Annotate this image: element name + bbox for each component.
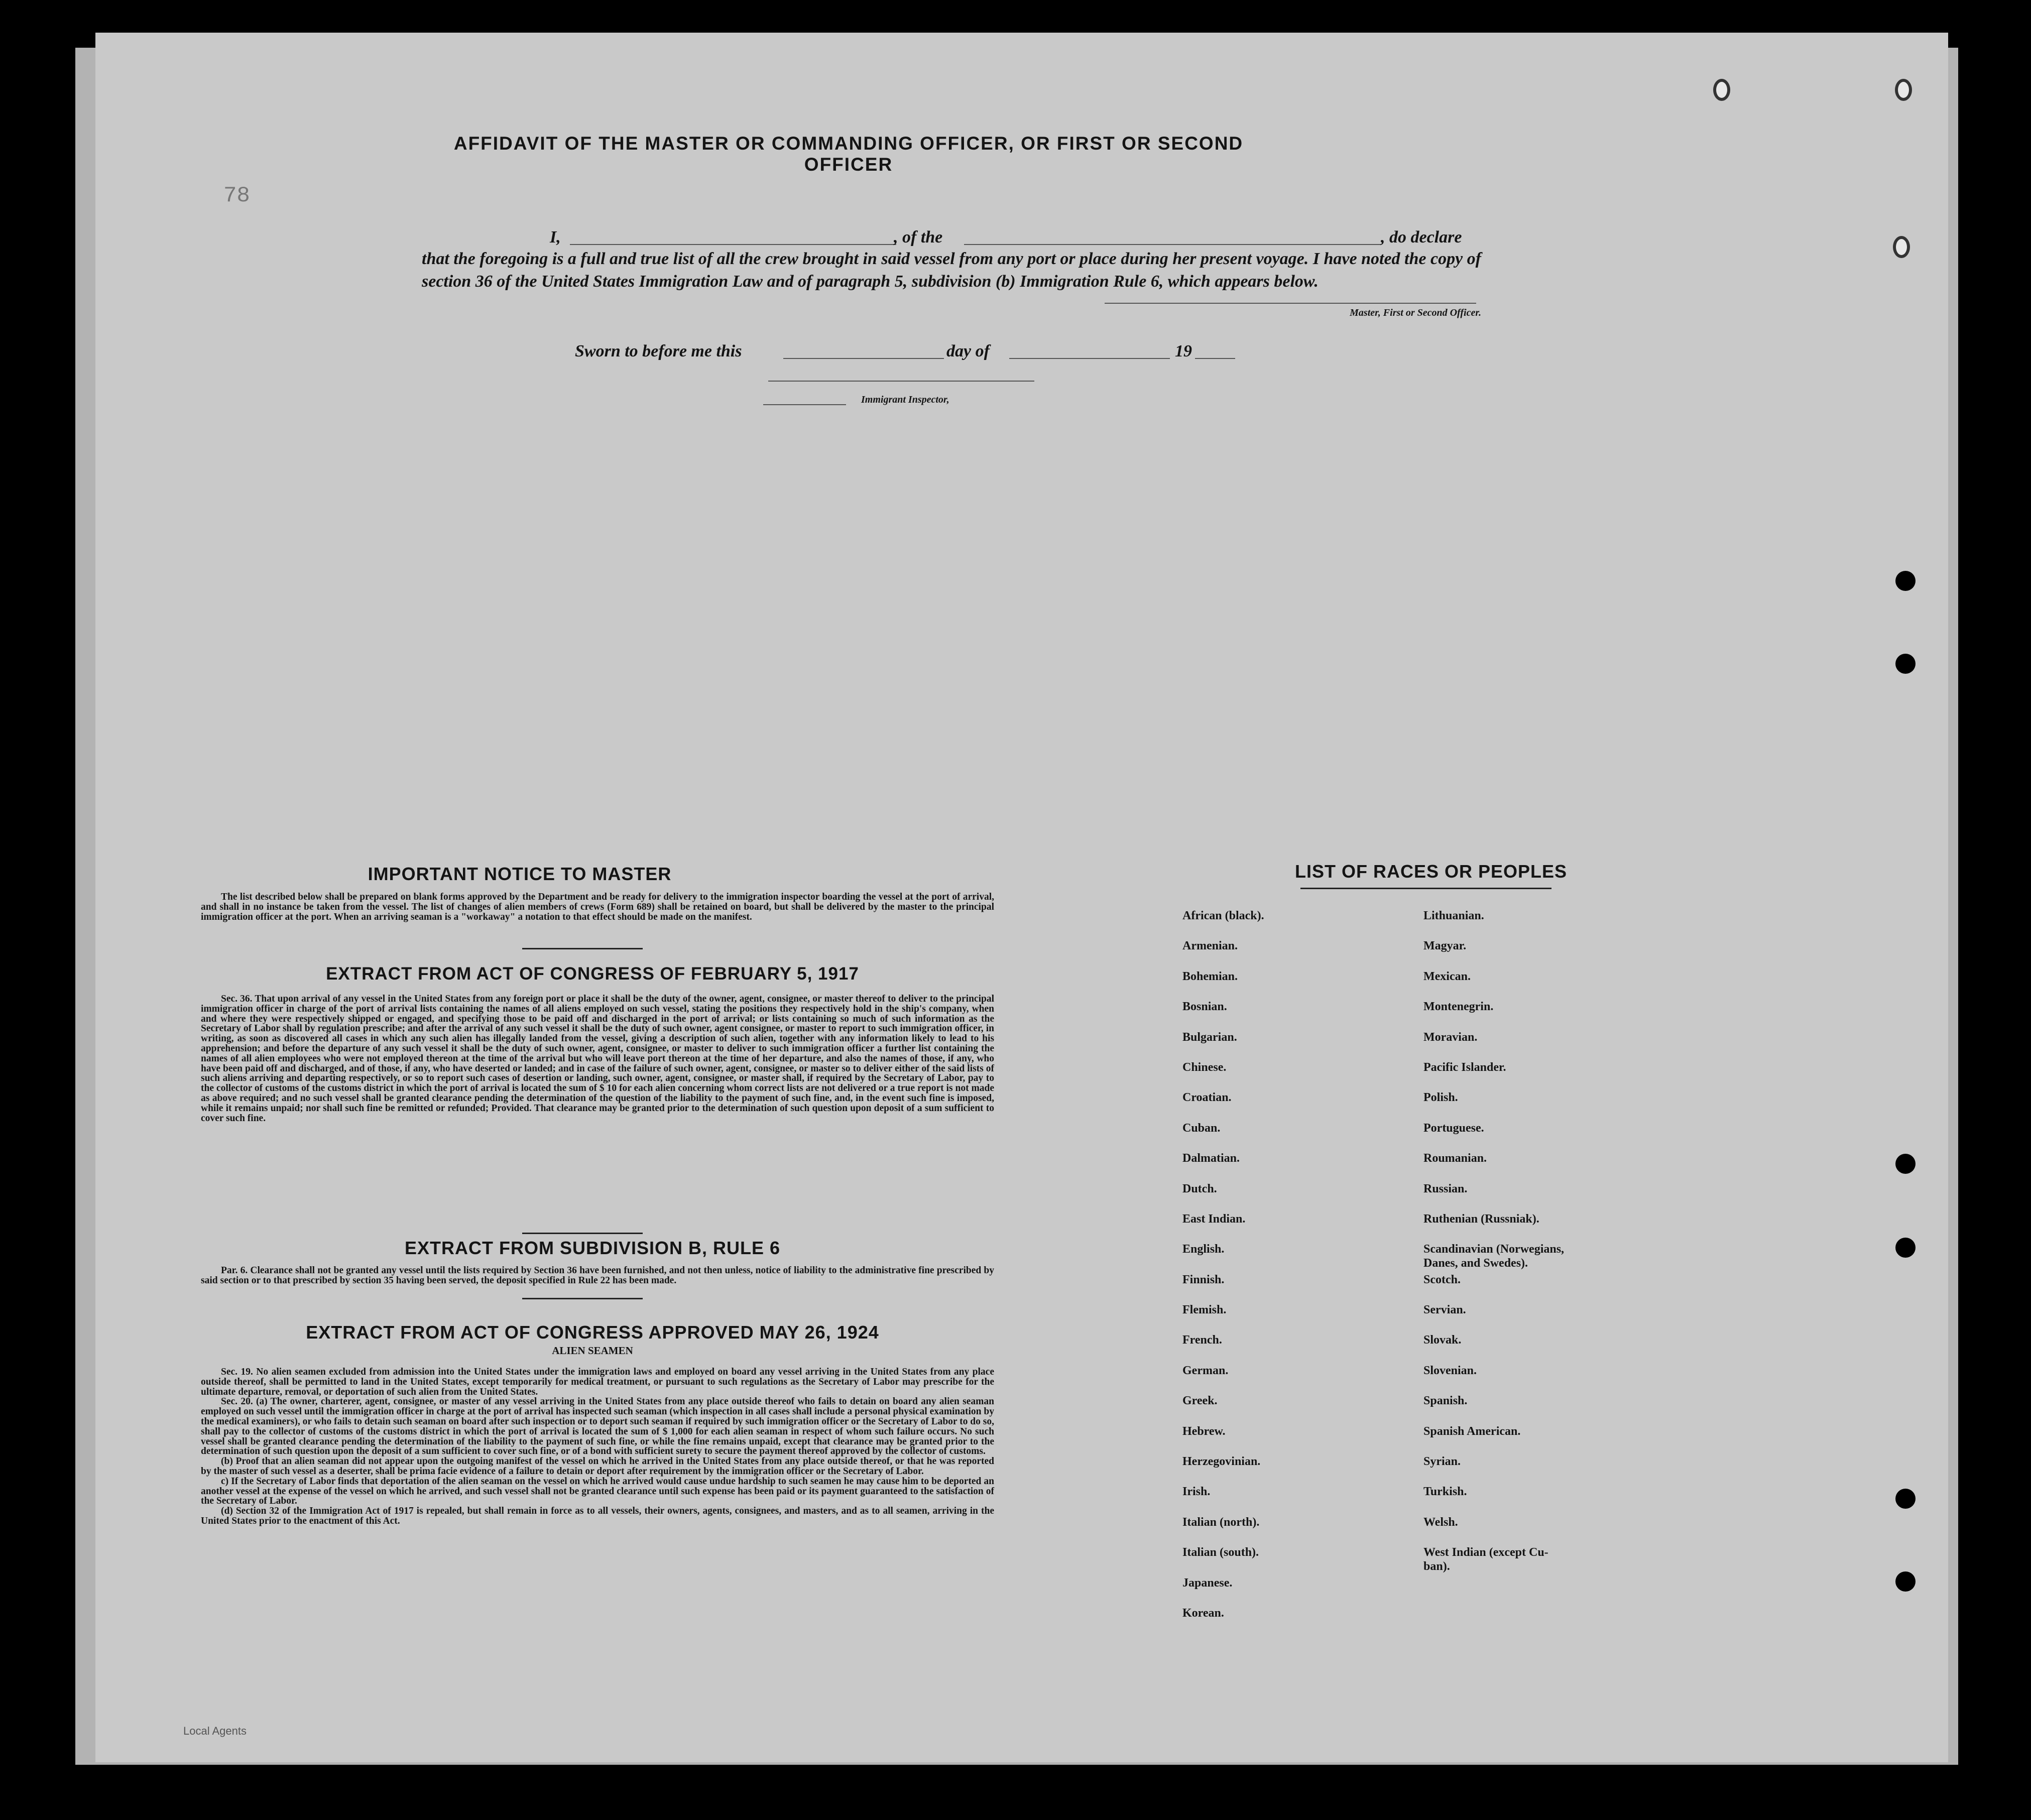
act-1917-text [201,994,994,1123]
sec-20b: (b) Proof that an alien seaman did not appear upon the outgoing manifest of the vessel on which he arrived in the United States from any place outside thereof, or that he was reported by the master of such vessel as a deserter, shall be prima facie evidence of a failure to detain or deport after requirement by the immigration officer or the Secretary of Labor. [201,1456,994,1477]
race-item: Hebrew. [1182,1424,1226,1438]
race-item: Bulgarian. [1182,1030,1237,1044]
race-item: Greek. [1182,1394,1218,1408]
race-item: African (black). [1182,909,1264,922]
race-item: Russian. [1423,1182,1468,1195]
race-item: Spanish. [1423,1394,1468,1408]
month-blank [1009,358,1170,359]
races-right-column [1423,909,1644,1576]
notice-heading: IMPORTANT NOTICE TO MASTER [368,864,672,884]
sec-20c: c) If the Secretary of Labor finds that deportation of the alien seaman on the vessel on which he arrived would cause undue hardship to such seamen he may cause him to be deported an another vessel at the expense of the vessel on which he arrived, and such vessel shall not be granted clearance until such expense has been paid or its payment guaranteed to the satisfaction of the Secretary of Labor. [201,1476,994,1507]
year-blank [1195,358,1235,359]
sec-19: Sec. 19. No alien seamen excluded from admission into the United States under the immigration laws and employed on board any vessel arriving in the United States from any place outside thereof, shall be permitted to land in the United States, except temporarily for medical treatment, or pursuant to such regulations as the Secretary of Labor may prescribe for the ultimate departure, removal, or deportation of such alien from the United States. [201,1367,994,1397]
affidavit-declare: , do declare [1381,228,1462,247]
punch-hole-icon [1895,1489,1916,1509]
race-item: Montenegrin. [1423,1000,1494,1014]
race-item: Irish. [1182,1485,1211,1499]
race-item: French. [1182,1333,1222,1347]
year-label: 19 [1175,342,1192,360]
race-item: Italian (north). [1182,1515,1260,1529]
divider-3 [522,1298,643,1299]
race-item: Pacific Islander. [1423,1060,1506,1074]
race-item: Magyar. [1423,939,1467,953]
inspector-line-top [768,381,1034,382]
sec-20d: (d) Section 32 of the Immigration Act of 1917 is repealed, but shall remain in force as to all vessels, their owners, agents, consignees, and masters, and as to all seamen, arriving in the United States prior to the enactment of this Act. [201,1506,994,1526]
footer-stamp: Local Agents [183,1725,247,1737]
vessel-blank [964,244,1381,245]
races-heading: LIST OF RACES OR PEOPLES [1294,861,1568,882]
race-item: Japanese. [1182,1576,1233,1590]
race-item: Servian. [1423,1303,1466,1317]
inspector-line [763,404,846,405]
race-item: Chinese. [1182,1060,1227,1074]
race-item: Roumanian. [1423,1152,1487,1165]
races-list [1182,909,1885,1692]
signature-line [1105,303,1476,304]
divider-1 [522,948,643,949]
race-item: Lithuanian. [1423,909,1484,922]
notice-paragraph: The list described below shall be prepared on blank forms approved by the Department and be ready for delivery to the immigration inspector boarding the vessel at the port of arrival, and shall in no instance be taken from the vessel. The list of changes of alien members of crews (Form 689) shall be retained on board, but shall be delivered by the master to the principal immigration officer at the port. When an arriving seaman is a "workaway" a notation to that effect should be made on the manifest. [201,892,994,922]
race-item: Herzegovinian. [1182,1455,1261,1469]
race-item: Moravian. [1423,1030,1478,1044]
race-item: Flemish. [1182,1303,1227,1317]
day-blank [783,358,944,359]
affidavit-i: I, [550,228,561,247]
manifest-page [95,33,1948,1762]
act-1924-text [201,1367,994,1526]
affidavit-heading: AFFIDAVIT OF THE MASTER OR COMMANDING OFFICER, OR FIRST OR SECOND OFFICER [453,133,1244,175]
act-1924-heading: EXTRACT FROM ACT OF CONGRESS APPROVED MAY 26, 1924 [306,1322,879,1343]
race-item: Cuban. [1182,1121,1221,1135]
race-item: Slovak. [1423,1333,1462,1347]
race-item: English. [1182,1243,1225,1256]
races-left-column [1182,909,1403,1636]
punch-hole-icon [1895,1154,1916,1174]
punch-hole-icon [1895,1238,1916,1258]
race-item: Spanish American. [1423,1424,1521,1438]
punch-hole-icon [1895,654,1916,674]
race-item: Dutch. [1182,1182,1217,1195]
act-1917-heading: EXTRACT FROM ACT OF CONGRESS OF FEBRUARY 5, 1917 [326,964,859,984]
divider-2 [522,1233,643,1234]
race-item: Mexican. [1423,969,1471,983]
race-item: Bosnian. [1182,1000,1227,1014]
race-item: Portuguese. [1423,1121,1484,1135]
notice-text [201,892,994,922]
act-1917-paragraph: Sec. 36. That upon arrival of any vessel in the United States from any foreign port or place it shall be the duty of the owner, agent, consignee, or master thereof to deliver to the principal immigration officer in charge of the port of arrival lists containing the names of all aliens employed on such vessel, stating the positions they respectively hold in the ship's company, when and where they were respectively shipped or engaged, and specifying those to be paid off and discharged in the port of arrival; or lists containing so much of such information as the Secretary of Labor shall by regulation prescribe; and after the arrival of any such vessel it shall be the duty of such owner, agent consignee, or master to report to such immigration officer, in writing, as soon as discovered all cases in which any such alien has illegally landed from the vessel, giving a description of such alien, together with any information likely to lead to his apprehension; and before the departure of any such vessel it shall be the duty of such owner, agent, consignee, or master to deliver to such immigration officer a further list containing the names of all alien employees who were not employed thereon at the time of the arrival but who will leave port thereon at the time of her departure, and also the names of those, if any, who have been paid off and discharged, and of those, if any, who have deserted or landed; and in case of the failure of such owner, agent, consignee, or master so to deliver either of the said lists of such aliens arriving and departing respectively, or so to report such cases of desertion or landing, such owner, agent, consignee, or master shall, if required by the Secretary of Labor, pay to the collector of customs of the customs district in which the port of arrival is located the sum of $ 10 for each alien concerning whom correct lists are not delivered or a true report is not made as above required; and no such vessel shall be granted clearance pending the determination of the question of the liability to the payment of such fine, and, in the event such fine is imposed, while it remains unpaid; nor shall such fine be remitted or refunded; Provided. That clearance may be granted prior to the determination of such question upon deposit of a sum sufficient to cover such fine. [201,994,994,1124]
rule-6-heading: EXTRACT FROM SUBDIVISION B, RULE 6 [404,1238,781,1258]
race-item: East Indian. [1182,1212,1246,1226]
race-item: Korean. [1182,1606,1224,1620]
race-item: German. [1182,1364,1229,1377]
rule-6-text [201,1266,994,1286]
race-item: Scotch. [1423,1273,1461,1286]
race-item: West Indian (except Cu- ban). [1423,1546,1548,1573]
rule-6-paragraph: Par. 6. Clearance shall not be granted any vessel until the lists required by Section 36 have been furnished, and not then unless, notice of liability to the administrative fine prescribed by said section or to that prescribed by section 35 having been served, the deposit specified in Rule 22 has been made. [201,1265,994,1286]
race-item: Croatian. [1182,1091,1232,1105]
race-item: Italian (south). [1182,1546,1259,1559]
act-1924-subheading: ALIEN SEAMEN [552,1345,633,1357]
sworn-label: Sworn to before me this [575,342,742,360]
inspector-caption: Immigrant Inspector, [861,394,949,405]
race-item: Turkish. [1423,1485,1467,1499]
race-item: Polish. [1423,1091,1458,1105]
punch-hole-icon [1895,1571,1916,1592]
race-item: Scandinavian (Norwegians, Danes, and Swedes). [1423,1243,1565,1270]
race-item: Slovenian. [1423,1364,1477,1377]
race-item: Finnish. [1182,1273,1225,1286]
race-item: Ruthenian (Russniak). [1423,1212,1539,1226]
name-blank [570,244,896,245]
race-item: Bohemian. [1182,969,1238,983]
binding-ring-icon [1895,79,1912,101]
affidavit-body: that the foregoing is a full and true list of all the crew brought in said vessel from any port or place during her present voyage. I have noted the copy of section 36 of the United States Immigration Law and of paragraph 5, subdivision (b) Immigration Rule 6, which appears below. [422,250,1481,291]
binding-ring-icon [1893,236,1910,258]
races-divider [1300,888,1551,889]
race-item: Syrian. [1423,1455,1461,1469]
race-item: Dalmatian. [1182,1152,1240,1165]
race-item: Welsh. [1423,1515,1458,1529]
punch-hole-icon [1895,571,1916,591]
race-item: Armenian. [1182,939,1238,953]
affidavit-of-the: , of the [894,228,943,247]
signature-caption: Master, First or Second Officer. [1350,307,1481,318]
margin-number: 78 [223,183,250,208]
binding-ring-icon [1713,79,1730,101]
sec-20a: Sec. 20. (a) The owner, charterer, agent, consignee, or master of any vessel arriving in the United States from any place outside thereof who fails to detain on board any alien seaman employed on such vessel until the immigration officer in charge at the port of arrival has inspected such seaman (which inspection in all cases shall include a personal physical examination by the medical examiners), or who fails to detain such seaman on board after such inspection or to deport such seaman if required by such immigration officer or the Secretary of Labor to do so, shall pay to the collector of customs of the customs district in which the port of arrival is located the sum of $ 1,000 for each alien seaman in respect of whom such failure occurs. No such vessel shall be granted clearance pending the determination of the liability to the payment of such fine, or while the fine remains unpaid, except that clearance may be granted prior to the determination of such question upon the deposit of a sum sufficient to cover such fine, or of a bond with sufficient surety to secure the payment thereof approved by the collector of customs. [201,1396,994,1457]
day-of-label: day of [946,342,990,360]
